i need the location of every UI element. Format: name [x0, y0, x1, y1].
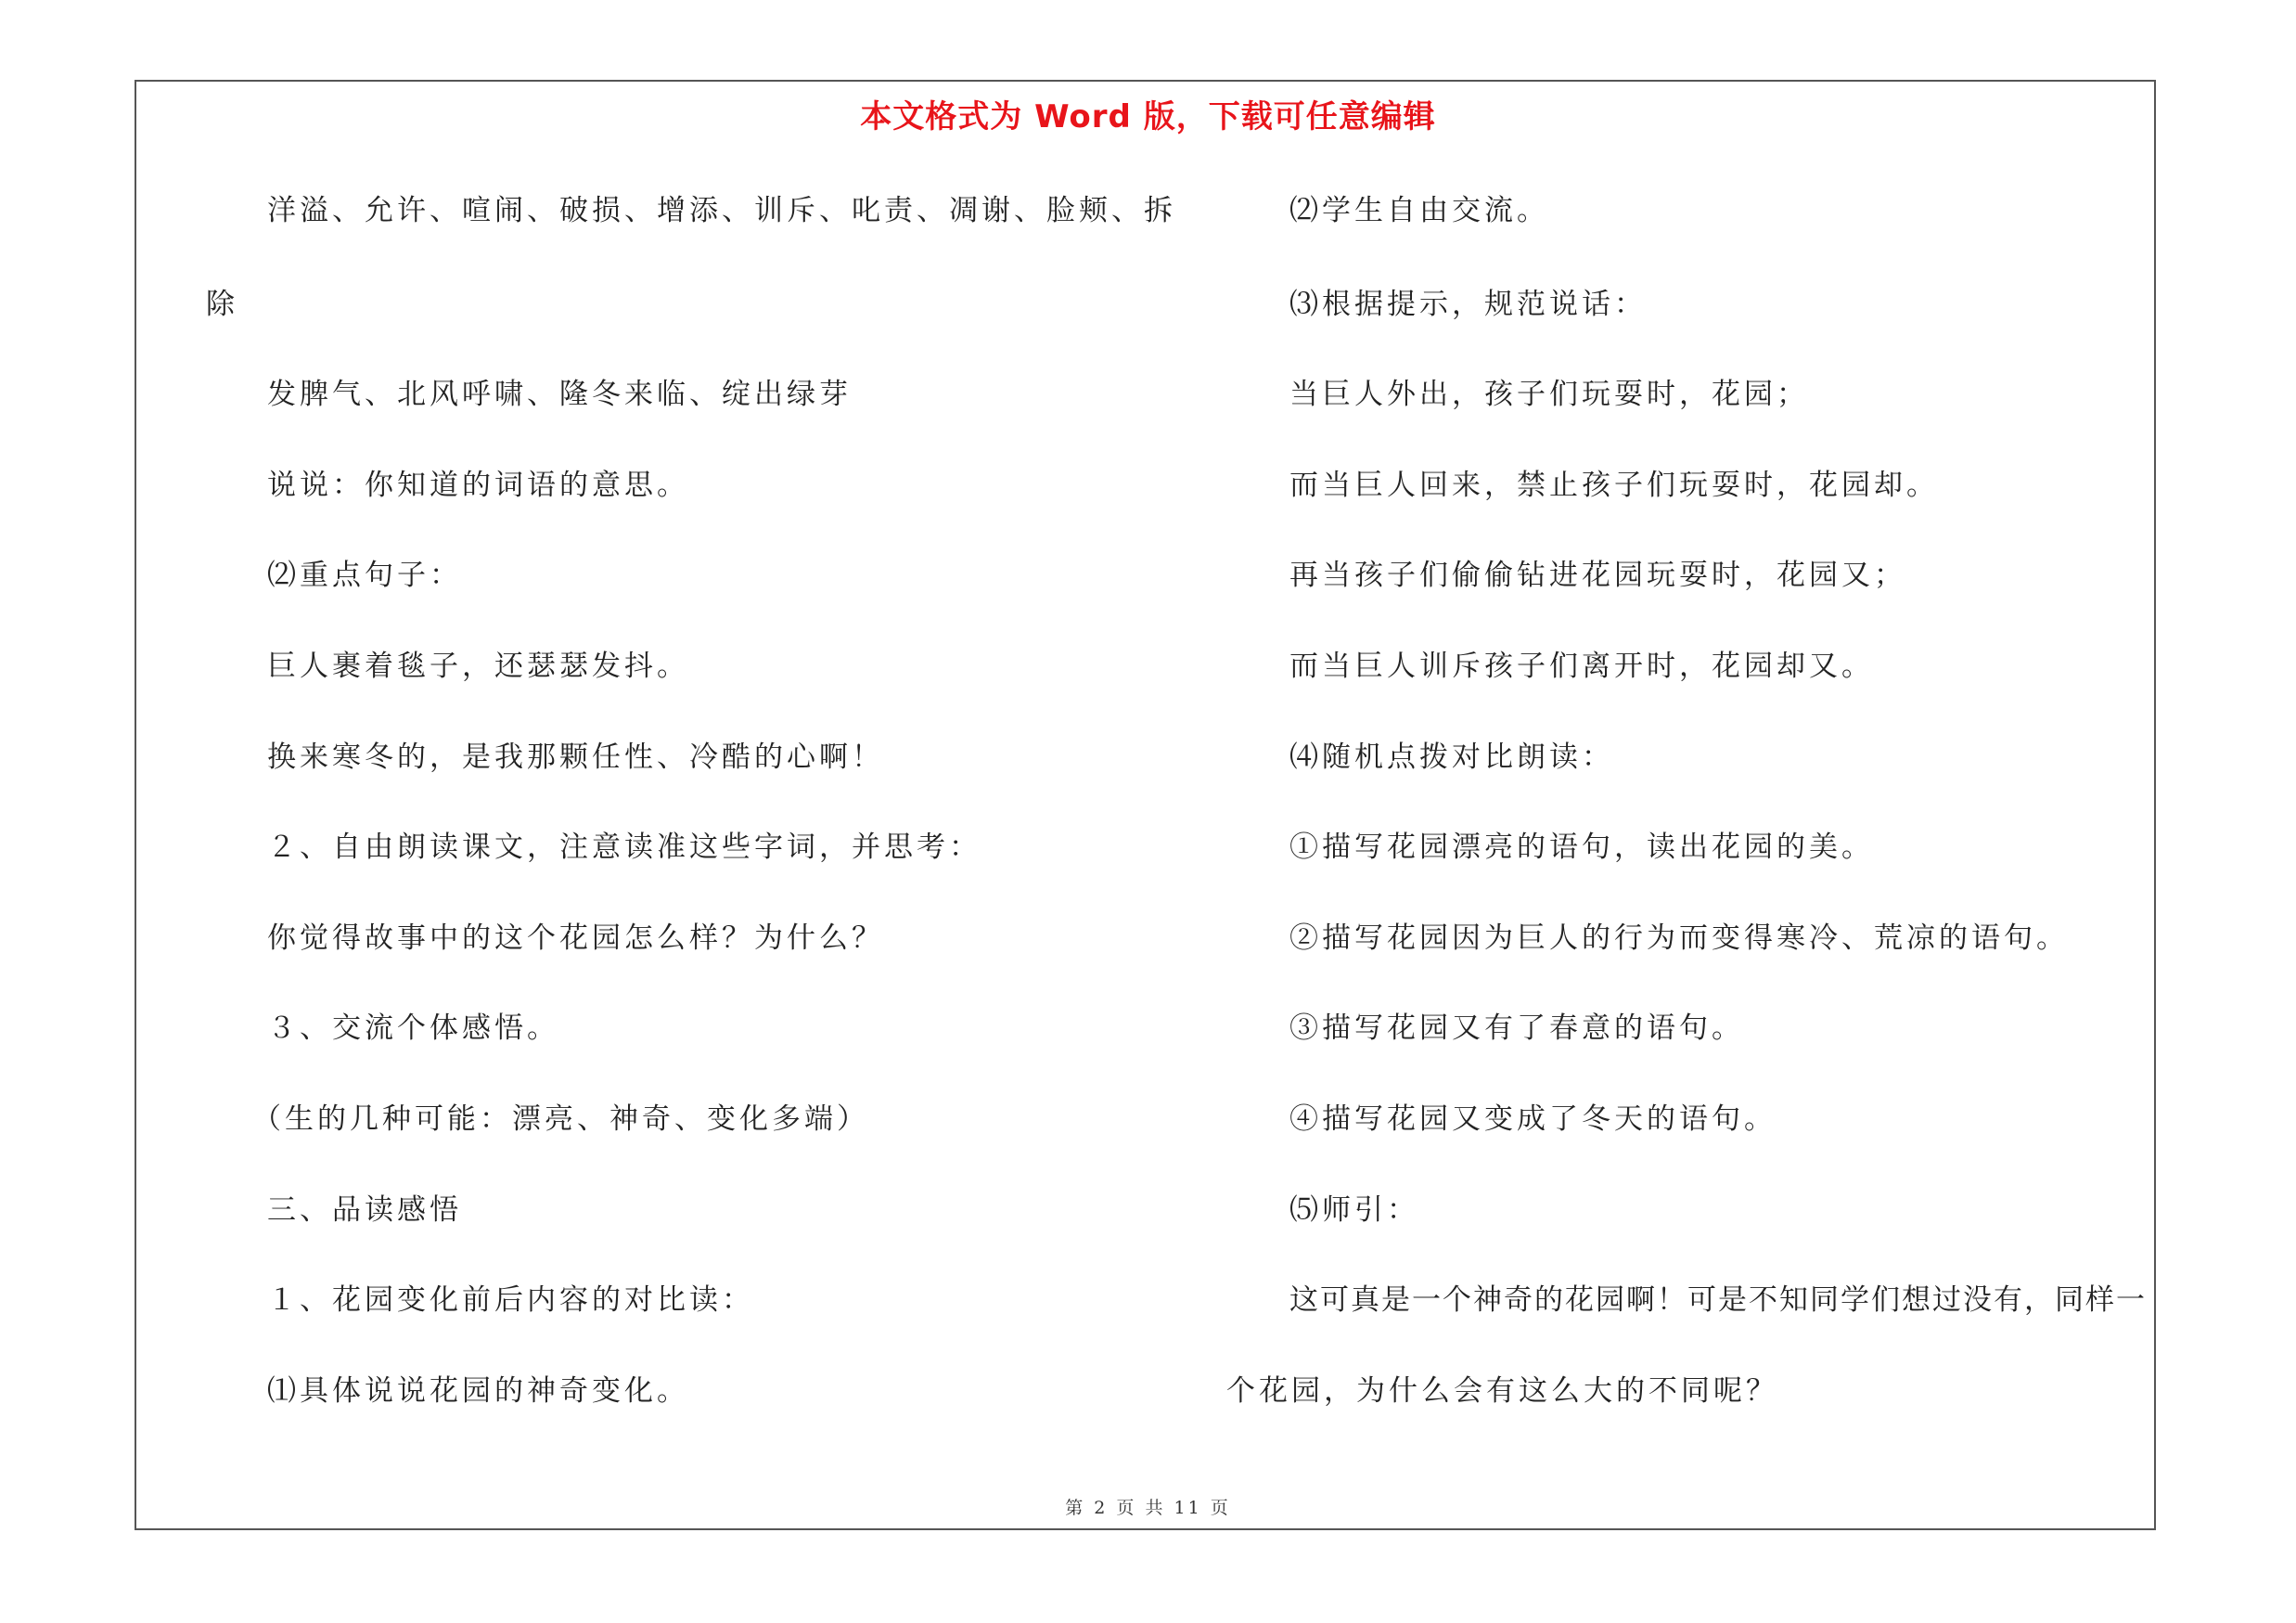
left-line-7: 换来寒冬的，是我那颗任性、冷酷的心啊！: [267, 741, 884, 774]
right-line-11: ④描写花园又变成了冬天的语句。: [1289, 1102, 1777, 1136]
right-line-7: ⑷随机点拨对比朗读：: [1289, 741, 1614, 774]
right-line-6: 而当巨人训斥孩子们离开时，花园却又。: [1289, 650, 1874, 683]
document-banner: 本文格式为 Word 版，下载可任意编辑: [860, 98, 1436, 135]
right-line-10: ③描写花园又有了春意的语句。: [1289, 1011, 1744, 1045]
left-line-2: 除: [206, 288, 238, 321]
right-line-3: 当巨人外出，孩子们玩耍时，花园；: [1289, 378, 1809, 411]
right-line-2: ⑶根据提示，规范说话：: [1289, 288, 1647, 321]
left-line-10: ３、交流个体感悟。: [267, 1011, 559, 1045]
right-line-4: 而当巨人回来，禁止孩子们玩耍时，花园却。: [1289, 469, 1939, 502]
left-line-13: １、花园变化前后内容的对比读：: [267, 1283, 754, 1317]
right-line-14: 个花园，为什么会有这么大的不同呢？: [1226, 1374, 1778, 1408]
right-line-1: ⑵学生自由交流。: [1289, 194, 1549, 227]
page-number-footer: 第 2 页 共 11 页: [1065, 1498, 1231, 1518]
left-line-9: 你觉得故事中的这个花园怎么样？为什么？: [267, 921, 884, 955]
left-line-11: （生的几种可能：漂亮、神奇、变化多端）: [252, 1102, 869, 1136]
left-line-5: ⑵重点句子：: [267, 559, 462, 592]
left-line-8: ２、自由朗读课文，注意读准这些字词，并思考：: [267, 831, 981, 864]
left-line-1: 洋溢、允许、喧闹、破损、增添、训斥、叱责、凋谢、脸颊、拆: [267, 194, 1176, 227]
right-line-9: ②描写花园因为巨人的行为而变得寒冷、荒凉的语句。: [1289, 921, 2069, 955]
right-line-12: ⑸师引：: [1289, 1193, 1419, 1227]
right-line-5: 再当孩子们偷偷钻进花园玩耍时，花园又；: [1289, 559, 1906, 592]
left-line-14: ⑴具体说说花园的神奇变化。: [267, 1374, 689, 1408]
left-line-3: 发脾气、北风呼啸、隆冬来临、绽出绿芽: [267, 378, 852, 411]
right-line-8: ①描写花园漂亮的语句，读出花园的美。: [1289, 831, 1874, 864]
right-line-13: 这可真是一个神奇的花园啊！可是不知同学们想过没有，同样一: [1289, 1283, 2147, 1317]
left-line-12: 三、品读感悟: [267, 1193, 462, 1227]
left-line-4: 说说：你知道的词语的意思。: [267, 469, 689, 502]
left-line-6: 巨人裹着毯子，还瑟瑟发抖。: [267, 650, 689, 683]
